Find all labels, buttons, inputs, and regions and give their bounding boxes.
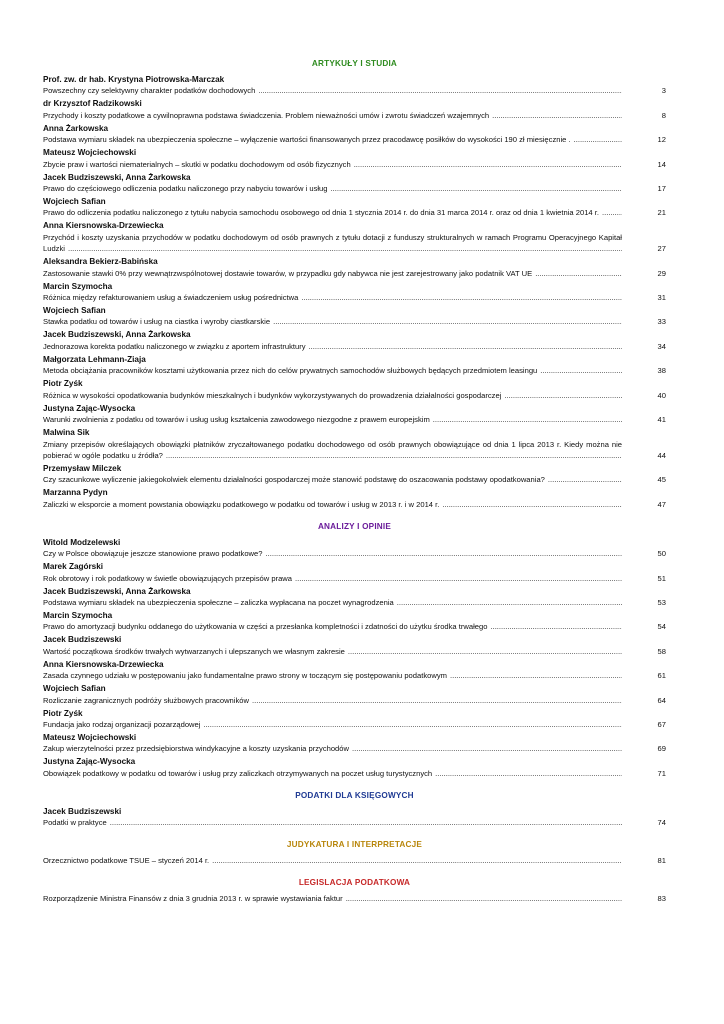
entry-title: Zbycie praw i wartości niematerialnych – skutki w podatku dochodowym od osób fizycznych: [43, 159, 351, 169]
entry-title-wrapper: [43, 414, 622, 425]
entry-line: [43, 439, 666, 462]
entry-page-number: 17: [657, 184, 666, 194]
entry-line: [43, 183, 666, 194]
section-spacer: [43, 512, 666, 521]
entry-title-wrapper: [43, 893, 622, 904]
entry-line: [43, 292, 666, 303]
toc-entry: [43, 329, 666, 352]
entry-line: [43, 134, 666, 145]
entry-line: [43, 743, 666, 754]
entry-author: Marzanna Pydyn: [43, 488, 108, 498]
entry-author: Anna Żarkowska: [43, 123, 109, 133]
entry-title-wrapper: [43, 573, 622, 584]
toc-entry: [43, 806, 666, 829]
entry-title: Stawka podatku od towarów i usług na ciastka i wyroby ciastkarskie: [43, 317, 271, 327]
entry-title-wrapper: [43, 268, 622, 279]
entry-title-wrapper: [43, 719, 622, 730]
entry-page-number: 31: [657, 293, 666, 303]
entry-line: [43, 341, 666, 352]
toc-entry: [43, 732, 666, 755]
entry-line: [43, 597, 666, 608]
entry-title: Prawo do częściowego odliczenia podatku naliczonego przy nabyciu towarów i usług: [43, 184, 328, 194]
entry-line: [43, 573, 666, 584]
toc-entry: [43, 634, 666, 657]
toc-entry: [43, 378, 666, 401]
entry-author: Jacek Budziszewski, Anna Żarkowska: [43, 172, 191, 182]
entry-line: [43, 268, 666, 279]
entry-author: Wojciech Safian: [43, 306, 106, 316]
entry-line: [43, 646, 666, 657]
entry-author: Justyna Zając-Wysocka: [43, 403, 136, 413]
entry-line: [43, 670, 666, 681]
entry-author: Prof. zw. dr hab. Krystyna Piotrowska-Marczak: [43, 75, 225, 84]
section-heading: ARTYKUŁY I STUDIA: [311, 59, 398, 68]
toc-entry: [43, 855, 666, 866]
entry-page-number: 81: [657, 856, 666, 866]
entry-line: [43, 817, 666, 828]
entry-page-number: 34: [657, 341, 666, 351]
entry-page-number: 51: [657, 573, 666, 583]
toc-entry: [43, 281, 666, 304]
entry-title: Podatki w praktyce: [43, 818, 107, 828]
toc-entry: [43, 147, 666, 170]
entry-line: [43, 499, 666, 510]
entry-author: Marcin Szymocha: [43, 610, 113, 620]
entry-author: Jacek Budziszewski, Anna Żarkowska: [43, 330, 191, 340]
entry-title-wrapper: [43, 183, 622, 194]
toc-entry: [43, 683, 666, 706]
entry-line: [43, 232, 666, 255]
toc-entry: [43, 427, 666, 461]
entry-line: [43, 207, 666, 218]
entry-title-wrapper: [43, 597, 622, 608]
entry-title: Przychody i koszty podatkowe a cywilnoprawna podstawa świadczenia. Problem nieważności umów i zwrotu świadczeń wzajemnych: [43, 110, 490, 120]
section-spacer: [43, 781, 666, 790]
entry-line: [43, 85, 666, 96]
entry-author: Marek Zagórski: [43, 562, 104, 572]
entry-title: Rok obrotowy i rok podatkowy w świetle obowiązujących przepisów prawa: [43, 573, 293, 583]
entry-title: Jednorazowa korekta podatku naliczonego w związku z aportem infrastruktury: [43, 341, 306, 351]
entry-page-number: 40: [657, 390, 666, 400]
entry-page-number: 54: [657, 622, 666, 632]
toc-entry: [43, 610, 666, 633]
entry-author: Piotr Zyśk: [43, 708, 83, 718]
section-heading: JUDYKATURA I INTERPRETACJE: [286, 840, 423, 850]
section-spacer: [43, 868, 666, 877]
entry-line: [43, 316, 666, 327]
entry-title-wrapper: [43, 548, 622, 559]
entry-author: Wojciech Safian: [43, 684, 106, 694]
entry-title-wrapper: [43, 474, 622, 485]
entry-page-number: 58: [657, 646, 666, 656]
entry-page-number: 27: [657, 244, 666, 254]
entry-page-number: 3: [661, 86, 666, 96]
entry-title: Prawo do odliczenia podatku naliczonego z tytułu nabycia samochodu osobowego od dnia 1 stycznia 2014 r. do dnia 31 marca 2014 r. oraz od dnia 1 kwietnia 2014 r.: [43, 208, 599, 218]
entry-author: Witold Modzelewski: [43, 537, 121, 547]
toc-entry: [43, 537, 666, 560]
entry-title-wrapper: [43, 232, 622, 255]
entry-author: Mateusz Wojciechowski: [43, 148, 137, 158]
entry-line: [43, 768, 666, 779]
entry-page-number: 71: [657, 768, 666, 778]
entry-title: Warunki zwolnienia z podatku od towarów i usług usług kształcenia zawodowego niezgodne z prawem europejskim: [43, 415, 430, 425]
toc-entry: [43, 220, 666, 254]
toc-entry: [43, 487, 666, 510]
entry-author: Wojciech Safian: [43, 197, 106, 207]
entry-line: [43, 474, 666, 485]
entry-line: [43, 893, 666, 904]
entry-author: Jacek Budziszewski: [43, 806, 122, 816]
entry-title: Różnica między refakturowaniem usług a świadczeniem usług pośrednictwa: [43, 293, 299, 303]
entry-page-number: 29: [657, 268, 666, 278]
toc-entry: [43, 196, 666, 219]
entry-author: Marcin Szymocha: [43, 281, 113, 291]
entry-author: Piotr Zyśk: [43, 379, 83, 389]
entry-author: Justyna Zając-Wysocka: [43, 757, 136, 767]
entry-title: Czy w Polsce obowiązuje jeszcze stanowione prawo podatkowe?: [43, 549, 263, 559]
entry-title: Zaliczki w eksporcie a moment powstania obowiązku podatkowego w podatku od towarów i usług w 2013 r. i w 2014 r.: [43, 499, 440, 509]
entry-line: [43, 159, 666, 170]
entry-author: Jacek Budziszewski, Anna Żarkowska: [43, 586, 191, 596]
entry-title: Obowiązek podatkowy w podatku od towarów i usług przy zaliczkach otrzymywanych na poczet usług turystycznych: [43, 768, 433, 778]
entry-title: Orzecznictwo podatkowe TSUE – styczeń 2014 r.: [43, 856, 210, 866]
entry-title-wrapper: [43, 695, 622, 706]
entry-title: Różnica w wysokości opodatkowania budynków mieszkalnych i budynków wykorzystywanych do prowadzenia działalności gospodarczej: [43, 390, 502, 400]
entry-title: Rozporządzenie Ministra Finansów z dnia 3 grudnia 2013 r. w sprawie wystawiania faktur: [43, 894, 343, 904]
toc-entry: [43, 586, 666, 609]
entry-title: Zastosowanie stawki 0% przy wewnątrzwspólnotowej dostawie towarów, w przypadku gdy nabywca nie jest zarejestrowany jako podatnik VAT UE: [43, 268, 533, 278]
entry-title-wrapper: [43, 768, 622, 779]
toc-entry: [43, 256, 666, 279]
entry-title-wrapper: [43, 316, 622, 327]
entry-title-wrapper: [43, 499, 622, 510]
entry-page-number: 44: [657, 450, 666, 460]
section-spacer: [43, 830, 666, 839]
entry-line: [43, 365, 666, 376]
entry-page-number: 21: [657, 208, 666, 218]
entry-title-wrapper: [43, 390, 622, 401]
entry-title-wrapper: [43, 134, 622, 145]
entry-title: Rozliczanie zagranicznych podróży służbowych pracowników: [43, 695, 249, 705]
entry-title: Fundacja jako rodzaj organizacji pozarządowej: [43, 719, 201, 729]
entry-author: Małgorzata Lehmann-Ziaja: [43, 354, 146, 364]
entry-title: Powszechny czy selektywny charakter podatków dochodowych: [43, 86, 256, 96]
toc-entry: [43, 403, 666, 426]
entry-author: Jacek Budziszewski: [43, 635, 122, 645]
toc-entry: [43, 123, 666, 146]
toc-entry: [43, 659, 666, 682]
entry-page-number: 41: [657, 415, 666, 425]
entry-line: [43, 621, 666, 632]
entry-title-wrapper: [43, 817, 622, 828]
entry-title-wrapper: [43, 110, 622, 121]
entry-title: Prawo do amortyzacji budynku oddanego do użytkowania w części a przesłanka kompletności i zdatności do użytku środka trwałego: [43, 622, 488, 632]
entry-line: [43, 390, 666, 401]
entry-title-wrapper: [43, 670, 622, 681]
entry-page-number: 61: [657, 671, 666, 681]
entry-title-wrapper: [43, 439, 622, 462]
entry-author: Anna Kiersnowska-Drzewiecka: [43, 659, 164, 669]
entry-page-number: 14: [657, 159, 666, 169]
entry-page-number: 74: [657, 818, 666, 828]
toc-entry: [43, 756, 666, 779]
entry-title-wrapper: [43, 646, 622, 657]
entry-title: Podstawa wymiaru składek na ubezpieczenia społeczne – wyłączenie wartości finansowanych przez pracodawcę posiłków do wysokości 190 zł miesięcznie .: [43, 135, 571, 145]
section-heading: PODATKI DLA KSIĘGOWYCH: [295, 790, 414, 800]
entry-title-wrapper: [43, 85, 622, 96]
entry-title-wrapper: [43, 341, 622, 352]
toc-entry: [43, 305, 666, 328]
entry-title-wrapper: [43, 621, 622, 632]
toc-entry: [43, 354, 666, 377]
entry-title: Wartość początkowa środków trwałych wytwarzanych i ulepszanych we własnym zakresie: [43, 646, 345, 656]
section-heading: ANALIZY I OPINIE: [317, 521, 392, 531]
toc-entry: [43, 98, 666, 121]
toc-entry: [43, 463, 666, 486]
entry-author: Malwina Sik: [43, 428, 90, 438]
entry-title: Zmiany przepisów określających obowiązki płatników zryczałtowanego podatku dochodowego od osób prawnych obowiązujące od dnia 1 lipca 2013 r. Kiedy można nie pobierać w ogóle podatku u źródła?: [43, 439, 622, 460]
toc-entry: [43, 893, 666, 904]
entry-line: [43, 719, 666, 730]
section-heading: LEGISLACJA PODATKOWA: [298, 878, 411, 888]
entry-title: Przychód i koszty uzyskania przychodów w podatku dochodowym od osób prawnych z tytułu dotacji z funduszy strukturalnych w ramach Programu Operacyjnego Kapitał Ludzki: [43, 232, 622, 254]
entry-title-wrapper: [43, 743, 622, 754]
entry-page-number: 38: [657, 366, 666, 376]
entry-page-number: 33: [657, 317, 666, 327]
entry-line: [43, 695, 666, 706]
entry-line: [43, 414, 666, 425]
entry-title-wrapper: [43, 159, 622, 170]
entry-page-number: 45: [657, 475, 666, 485]
entry-title: Podstawa wymiaru składek na ubezpieczenia społeczne – zaliczka wypłacana na poczet wynagrodzenia: [43, 597, 394, 607]
entry-author: Mateusz Wojciechowski: [43, 732, 137, 742]
entry-author: Przemysław Milczek: [43, 463, 122, 473]
entry-title-wrapper: [43, 365, 622, 376]
toc-entry: [43, 74, 666, 97]
entry-page-number: 47: [657, 499, 666, 509]
entry-author: Anna Kiersnowska-Drzewiecka: [43, 221, 164, 231]
entry-title: Zakup wierzytelności przez przedsiębiorstwa windykacyjne a koszty uzyskania przychodów: [43, 744, 349, 754]
entry-page-number: 50: [657, 549, 666, 559]
toc-entry: [43, 172, 666, 195]
entry-page-number: 53: [657, 597, 666, 607]
entry-page-number: 12: [657, 135, 666, 145]
entry-title: Zasada czynnego udziału w postępowaniu jako fundamentalne prawo strony w toczącym się postępowaniu podatkowym: [43, 671, 447, 681]
entry-page-number: 64: [657, 695, 666, 705]
toc-entry: [43, 561, 666, 584]
entry-line: [43, 855, 666, 866]
entry-page-number: 83: [657, 894, 666, 904]
entry-author: dr Krzysztof Radzikowski: [43, 99, 142, 109]
entry-title-wrapper: [43, 207, 622, 218]
entry-title: Metoda obciążania pracowników kosztami użytkowania przez nich do celów prywatnych samochodów służbowych będących przedmiotem leasingu: [43, 366, 538, 376]
entry-page-number: 67: [657, 719, 666, 729]
entry-page-number: 8: [661, 110, 666, 120]
entry-title: Czy szacunkowe wyliczenie jakiegokolwiek elementu działalności gospodarczej może stanowić podstawę do oszacowania podstawy opodatkowania?: [43, 475, 545, 485]
toc-entry: [43, 708, 666, 731]
entry-title-wrapper: [43, 292, 622, 303]
entry-line: [43, 548, 666, 559]
entry-author: Aleksandra Bekierz-Babińska: [43, 257, 158, 267]
entry-title-wrapper: [43, 855, 622, 866]
entry-page-number: 69: [657, 744, 666, 754]
entry-line: [43, 110, 666, 121]
